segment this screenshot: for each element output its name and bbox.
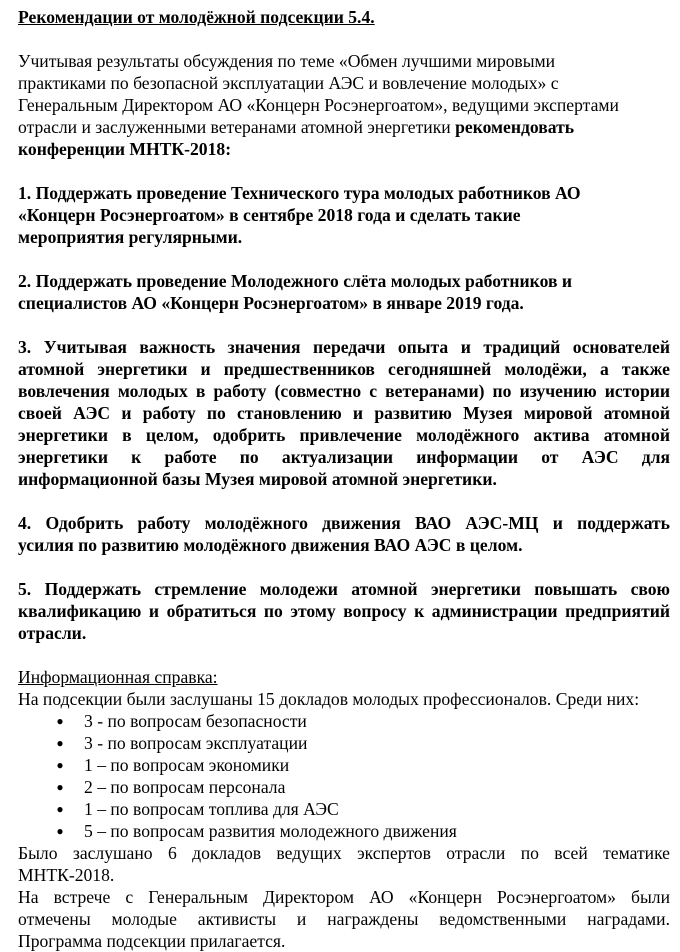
bullet-icon: ● bbox=[56, 758, 64, 772]
recommendation-2 bbox=[18, 270, 670, 314]
recommendation-3 bbox=[18, 336, 670, 490]
list-item-text: 3 - по вопросам эксплуатации bbox=[84, 733, 308, 753]
list-item-text: 1 – по вопросам экономики bbox=[84, 755, 290, 775]
recommendation-line: энергетики к работе по актуализации информации от АЭС для bbox=[18, 447, 670, 467]
intro-line: Генеральным Директором АО «Концерн Росэнергоатом», ведущими экспертами bbox=[18, 95, 619, 115]
bullet-icon: ● bbox=[56, 714, 64, 728]
list-item bbox=[50, 732, 670, 754]
recommendation-line: информационной базы Музея мировой атомной энергетики. bbox=[18, 469, 497, 489]
list-item-text: 2 – по вопросам персонала bbox=[84, 777, 286, 797]
recommendation-4 bbox=[18, 512, 670, 556]
recommendation-5 bbox=[18, 578, 670, 644]
list-item bbox=[50, 776, 670, 798]
recommendation-line: «Концерн Росэнергоатом» в сентябре 2018 года и сделать такие bbox=[18, 205, 521, 225]
bullet-icon: ● bbox=[56, 780, 64, 794]
recommendation-line: 5. Поддержать стремление молодежи атомной энергетики повышать свою bbox=[18, 579, 670, 599]
recommendation-line: вовлечения молодых в работу (совместно с ветеранами) по изучению истории bbox=[18, 381, 670, 401]
experts-line: МНТК-2018. bbox=[18, 865, 115, 885]
list-item bbox=[50, 710, 670, 732]
list-item-text: 5 – по вопросам развития молодежного движения bbox=[84, 821, 457, 841]
bullet-icon: ● bbox=[56, 802, 64, 816]
intro-line: Учитывая результаты обсуждения по теме «Обмен лучшими мировыми bbox=[18, 51, 556, 71]
meeting-line: отмечены молодые активисты и награждены ведомственными наградами. bbox=[18, 909, 670, 929]
list-item bbox=[50, 820, 670, 842]
recommendation-line: отрасли. bbox=[18, 623, 87, 643]
list-item-text: 1 – по вопросам топлива для АЭС bbox=[84, 799, 339, 819]
list-item-text: 3 - по вопросам безопасности bbox=[84, 711, 307, 731]
intro-paragraph bbox=[18, 50, 670, 160]
info-section bbox=[18, 666, 670, 952]
recommendation-line: атомной энергетики и предшественников сегодняшней молодёжи, а также bbox=[18, 359, 670, 379]
info-summary: На подсекции были заслушаны 15 докладов молодых профессионалов. Среди них: bbox=[18, 689, 640, 709]
recommendation-1 bbox=[18, 182, 670, 248]
recommendation-line: своей АЭС и работу по становлению и развитию Музея мировой атомной bbox=[18, 403, 670, 423]
recommendation-line: энергетики в целом, одобрить привлечение молодёжного актива атомной bbox=[18, 425, 670, 445]
intro-text: отрасли и заслуженными ветеранами атомной энергетики bbox=[18, 117, 456, 137]
intro-conference-line: конференции МНТК-2018: bbox=[18, 139, 232, 159]
recommendation-line: 4. Одобрить работу молодёжного движения ВАО АЭС-МЦ и поддержать bbox=[18, 513, 670, 533]
program-line: Программа подсекции прилагается. bbox=[18, 931, 286, 951]
list-item bbox=[50, 798, 670, 820]
intro-line bbox=[18, 116, 670, 138]
list-item bbox=[50, 754, 670, 776]
recommendation-line: квалификацию и обратиться по этому вопросу к администрации предприятий bbox=[18, 601, 670, 621]
info-heading: Информационная справка: bbox=[18, 667, 218, 687]
recommendation-line: 3. Учитывая важность значения передачи опыта и традиций основателей bbox=[18, 337, 670, 357]
recommendation-line: усилия по развитию молодёжного движения ВАО АЭС в целом. bbox=[18, 535, 523, 555]
recommendation-line: мероприятия регулярными. bbox=[18, 227, 243, 247]
intro-line: практиками по безопасной эксплуатации АЭС и вовлечение молодых» с bbox=[18, 73, 559, 93]
bullet-icon: ● bbox=[56, 824, 64, 838]
document-title: Рекомендации от молодёжной подсекции 5.4. bbox=[18, 7, 375, 27]
intro-recommend-word: рекомендовать bbox=[455, 117, 575, 137]
meeting-line: На встрече с Генеральным Директором АО «Концерн Росэнергоатом» были bbox=[18, 887, 670, 907]
bullet-icon: ● bbox=[56, 736, 64, 750]
recommendation-line: 1. Поддержать проведение Технического тура молодых работников АО bbox=[18, 183, 581, 203]
experts-line: Было заслушано 6 докладов ведущих экспертов отрасли по всей тематике bbox=[18, 843, 670, 863]
recommendation-line: 2. Поддержать проведение Молодежного слёта молодых работников и bbox=[18, 271, 572, 291]
report-breakdown-list bbox=[18, 710, 670, 842]
recommendation-line: специалистов АО «Концерн Росэнергоатом» в январе 2019 года. bbox=[18, 293, 524, 313]
